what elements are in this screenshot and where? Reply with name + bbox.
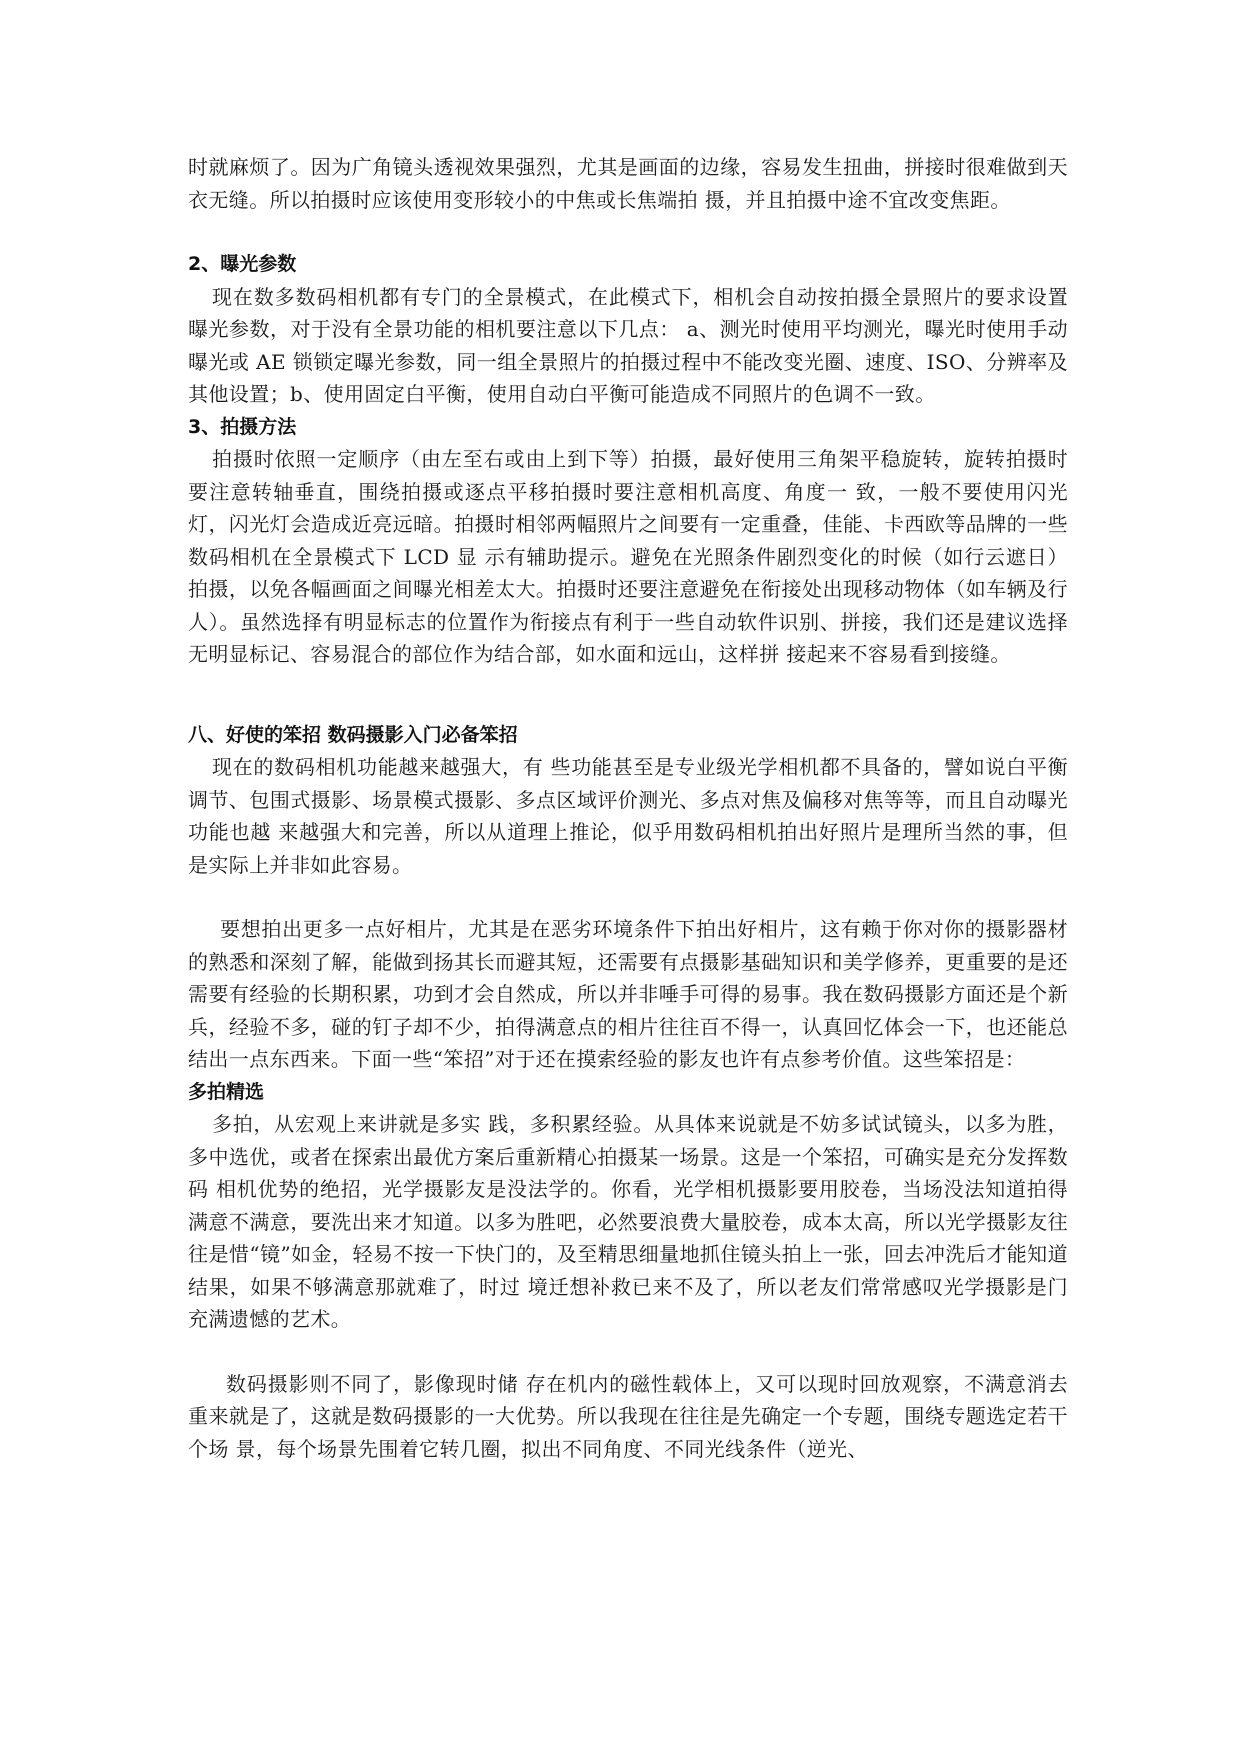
heading-section-eight: 八、好使的笨招 数码摄影入门必备笨招 — [188, 723, 518, 746]
paragraph-section-eight-2: 要想拍出更多一点好相片，尤其是在恶劣环境条件下拍出好相片，这有赖于你对你的摄影器材的熟悉和深刻了解，能做到扬其长而避其短，还需要有点摄影基础知识和美学修养，更重要的是还需要有经验的长期积累，功到才会自然成，所以并非唾手可得的易事。我在数码摄影方面还是个新兵，经验不多，碰的钉子却不少，拍得满意点的相片往往百不得一，认真回忆体会一下，也还能总结出一点东西来。下面一些“笨招”对于还在摸索经验的影友也许有点参考价值。这些笨招是： — [188, 917, 1068, 1071]
document-body — [188, 151, 1068, 1465]
spacer — [188, 1336, 1068, 1368]
heading-multi-shot: 多拍精选 — [188, 1080, 265, 1103]
heading-shooting-method: 3、拍摄方法 — [188, 415, 297, 438]
spacer — [188, 881, 1068, 913]
paragraph-intro: 时就麻烦了。因为广角镜头透视效果强烈，尤其是画面的边缘，容易发生扭曲，拼接时很难做到天衣无缝。所以拍摄时应该使用变形较小的中焦或长焦端拍 摄，并且拍摄中途不宜改变焦距。 — [188, 155, 1068, 212]
paragraph-shooting-method: 拍摄时依照一定顺序（由左至右或由上到下等）拍摄，最好使用三角架平稳旋转，旋转拍摄时要注意转轴垂直，围绕拍摄或逐点平移拍摄时要注意相机高度、角度一 致，一般不要使用闪光灯，闪光灯会造成近亮远暗。拍摄时相邻两幅照片之间要有一定重叠，佳能、卡西欧等品牌的一些数码相机在全景模式下 LCD 显 示有辅助提示。避免在光照条件剧烈变化的时候（如行云遮日）拍摄，以免各幅画面之间曝光相差太大。拍摄时还要注意避免在衔接处出现移动物体（如车辆及行 人）。虽然选择有明显标志的位置作为衔接点有利于一些自动软件识别、拼接，我们还是建议选择无明显标记、容易混合的部位作为结合部，如水面和远山，这样拼 接起来不容易看到接缝。 — [188, 447, 1068, 666]
paragraph-exposure: 现在数多数码相机都有专门的全景模式，在此模式下，相机会自动按拍摄全景照片的要求设置曝光参数，对于没有全景功能的相机要注意以下几点： a、测光时使用平均测光，曝光时使用手动曝光或 AE 锁锁定曝光参数，同一组全景照片的拍摄过程中不能改变光圈、速度、ISO、分辨率及其他设置；b、使用固定白平衡，使用自动白平衡可能造成不同照片的色调不一致。 — [188, 284, 1068, 406]
spacer — [188, 216, 1068, 248]
spacer — [188, 703, 1068, 719]
spacer — [188, 671, 1068, 703]
paragraph-digital-photography: 数码摄影则不同了，影像现时储 存在机内的磁性载体上，又可以现时回放观察，不满意消去重来就是了，这就是数码摄影的一大优势。所以我现在往往是先确定一个专题，围绕专题选定若干个场 景，每个场景先围着它转几圈，拟出不同角度、不同光线条件（逆光、 — [188, 1371, 1068, 1461]
paragraph-section-eight-1: 现在的数码相机功能越来越强大，有 些功能甚至是专业级光学相机都不具备的，譬如说白平衡调节、包围式摄影、场景模式摄影、多点区域评价测光、多点对焦及偏移对焦等等，而且自动曝光功能也越 来越强大和完善，所以从道理上推论，似乎用数码相机拍出好照片是理所当然的事，但是实际上并非如此容易。 — [188, 755, 1068, 877]
heading-exposure-parameters: 2、曝光参数 — [188, 253, 297, 275]
paragraph-multi-shot: 多拍，从宏观上来讲就是多实 践，多积累经验。从具体来说就是不妨多试试镜头，以多为胜，多中选优，或者在探索出最优方案后重新精心拍摄某一场景。这是一个笨招，可确实是充分发挥数码 相机优势的绝招，光学摄影友是没法学的。你看，光学相机摄影要用胶卷，当场没法知道拍得满意不满意，要洗出来才知道。以多为胜吧，必然要浪费大量胶卷，成本太高，所以光学摄影友往往是惜“镜”如金，轻易不按一下快门的，及至精思细量地抓住镜头拍上一张，回去冲洗后才能知道结果，如果不够满意那就难了，时过 境迁想补救已来不及了，所以老友们常常感叹光学摄影是门充满遗憾的艺术。 — [188, 1112, 1068, 1331]
